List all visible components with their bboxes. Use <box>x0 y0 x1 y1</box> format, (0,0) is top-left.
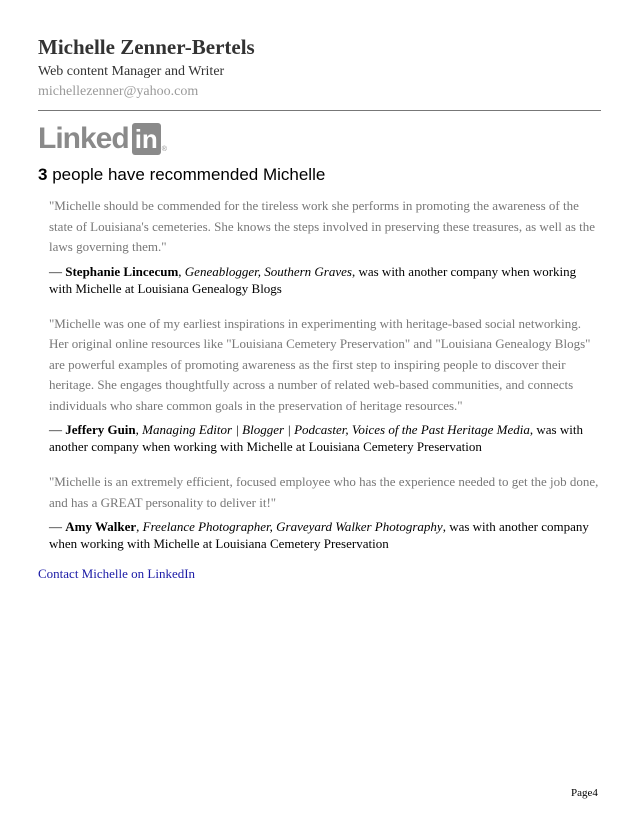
recommendation-author: — Stephanie Lincecum, Geneablogger, Southern Graves, was with another company when working with Michelle at Louisiana Genealogy Blogs <box>49 263 577 296</box>
recommendation-quote: "Michelle is an extremely efficient, focused employee who has the experience needed to get the job done, and has a GREAT personality to deliver it!" <box>49 474 599 510</box>
linkedin-logo-box: in <box>132 123 161 155</box>
profile-header <box>38 34 601 101</box>
linkedin-logo-text: Linked <box>38 122 129 155</box>
linkedin-logo <box>38 121 167 155</box>
author-context: , was with another company when working with Michelle at Louisiana Genealogy Blogs <box>49 263 577 296</box>
author-name: Stephanie Lincecum <box>65 263 179 279</box>
page-number: Page4 <box>571 787 598 799</box>
recommendation-item <box>49 196 601 297</box>
author-context: , was with another company when working with Michelle at Louisiana Cemetery Preservation <box>49 519 589 551</box>
recommendation-item <box>49 314 601 456</box>
recommendation-author: — Amy Walker, Freelance Photographer, Graveyard Walker Photography, was with another company when working with Michelle at Louisiana Cemetery Preservation <box>49 519 589 551</box>
profile-title: Web content Manager and Writer <box>38 64 225 79</box>
recommendation-item <box>49 472 601 552</box>
contact-linkedin-link[interactable]: Contact Michelle on LinkedIn <box>38 566 196 581</box>
author-dash: — <box>49 422 66 437</box>
recommendations-heading <box>38 165 325 185</box>
author-dash: — <box>49 519 66 534</box>
header-divider <box>38 110 601 111</box>
author-dash: — <box>49 263 66 279</box>
recommendation-author: — Jeffery Guin, Managing Editor | Blogger | Podcaster, Voices of the Past Heritage Media, was with another company when working with Michelle at Louisiana Cemetery Preservation <box>49 422 583 454</box>
author-role: Freelance Photographer, Graveyard Walker Photography <box>142 519 443 534</box>
registered-mark: ® <box>161 146 167 153</box>
profile-email: michellezenner@yahoo.com <box>38 84 199 99</box>
author-role: Geneablogger, Southern Graves <box>184 263 352 279</box>
recommendation-quote: "Michelle should be commended for the tireless work she performs in promoting the awareness of the state of Louisiana's cemeteries. She knows the steps involved in preserving these treasures, as well as the laws governing them." <box>49 198 596 254</box>
recommendation-list <box>49 196 601 569</box>
recommendation-count: 3 <box>38 165 48 184</box>
recommendations-heading-text: people have recommended Michelle <box>52 165 326 184</box>
author-context: , was with another company when working with Michelle at Louisiana Cemetery Preservation <box>49 422 583 454</box>
author-name: Amy Walker <box>65 519 137 534</box>
profile-name: Michelle Zenner-Bertels <box>38 35 255 59</box>
author-name: Jeffery Guin <box>65 422 136 437</box>
recommendation-quote: "Michelle was one of my earliest inspirations in experimenting with heritage-based social networking. Her original online resources like "Louisiana Cemetery Preservation" and "Louisiana Genealogy Blogs" are powerful examples of promoting awareness as the first step to inspiring people to discover their heritage. She engages thoughtfully across a number of related web-based communities, and connects individuals who share common goals in the preservation of heritage resources." <box>49 315 591 413</box>
author-role: Managing Editor | Blogger | Podcaster, Voices of the Past Heritage Media <box>142 422 530 437</box>
